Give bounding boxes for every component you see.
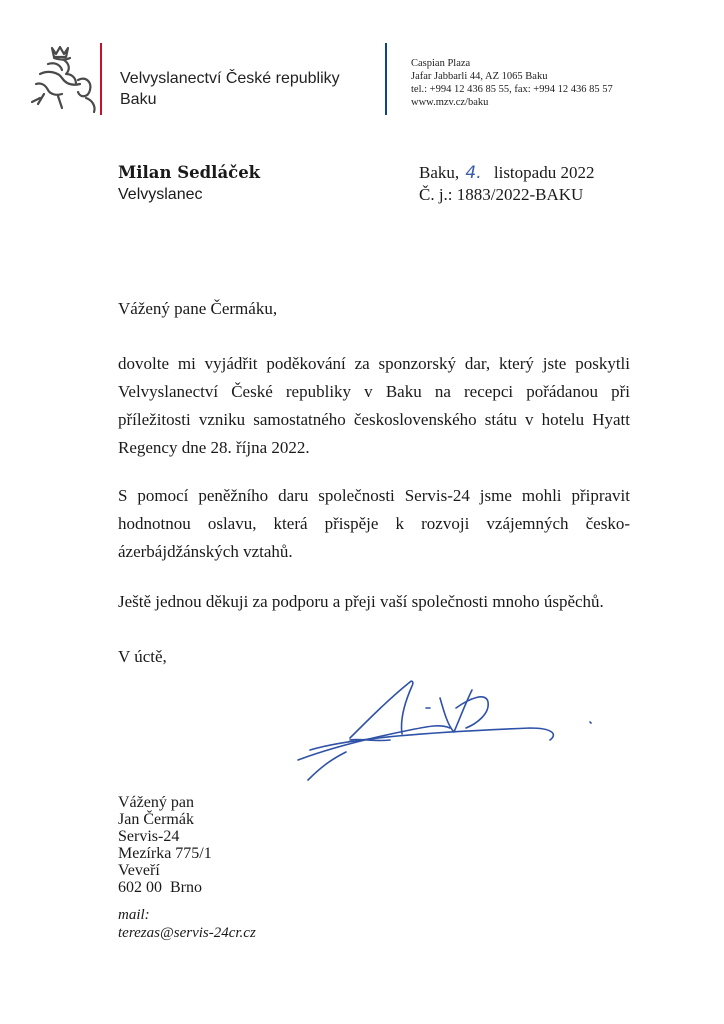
embassy-line2: Baku (120, 91, 157, 108)
sender-block (118, 162, 260, 206)
addressee-city: 602 00 Brno (118, 879, 202, 896)
mail-label: mail: (118, 907, 150, 923)
date-month-year: listopadu 2022 (493, 163, 595, 182)
paragraph-3: Ještě jednou děkuji za podporu a přeji vaší společnosti mnoho úspěchů. (118, 592, 604, 611)
date-line (419, 162, 594, 184)
mail-block (118, 906, 256, 942)
czech-lion-icon (22, 40, 110, 116)
addressee-name: Jan Čermák (118, 811, 194, 828)
addressee-block (118, 794, 212, 896)
paragraph-1-text: dovolte mi vyjádřit poděkování za sponzorský dar, který jste poskytli Velvyslanectví České republiky v Baku na recepci pořádanou při příležitosti vzniku samostatného československého státu v hotelu Hyatt Regency dne 28. října 2022. (118, 354, 630, 457)
blue-divider (385, 43, 387, 115)
reference-number: Č. j.: 1883/2022-BAKU (419, 185, 584, 204)
greeting: Vážený pane Čermáku, (118, 299, 278, 318)
contact-block (411, 57, 613, 109)
signature (290, 668, 610, 788)
addressee-company: Servis-24 (118, 828, 180, 845)
date-day: 4. (465, 163, 482, 183)
paragraph-1 (118, 350, 630, 462)
contact-web: www.mzv.cz/baku (411, 97, 489, 108)
addressee-street: Mezírka 775/1 (118, 845, 212, 862)
embassy-line1: Velvyslanectví České republiky (120, 70, 340, 87)
date-city: Baku, (419, 163, 460, 182)
date-block (419, 162, 594, 206)
red-divider (100, 43, 102, 115)
sender-title: Velvyslanec (118, 186, 203, 203)
paragraph-2 (118, 482, 630, 566)
closing: V úctě, (118, 647, 167, 666)
contact-building: Caspian Plaza (411, 58, 471, 69)
sender-name: Milan Sedláček (118, 163, 261, 182)
contact-street: Jafar Jabbarli 44, AZ 1065 Baku (411, 71, 548, 82)
addressee-district: Veveří (118, 862, 160, 879)
contact-phones: tel.: +994 12 436 85 55, fax: +994 12 436 85 57 (411, 84, 613, 95)
paragraph-2-text: S pomocí peněžního daru společnosti Servis-24 jsme mohli připravit hodnotnou oslavu, která přispěje k rozvoji vzájemných česko-ázerbájdžánských vztahů. (118, 486, 630, 561)
embassy-name (120, 68, 340, 110)
addressee-salutation: Vážený pan (118, 794, 194, 811)
mail-address[interactable]: terezas@servis-24cr.cz (118, 925, 256, 941)
